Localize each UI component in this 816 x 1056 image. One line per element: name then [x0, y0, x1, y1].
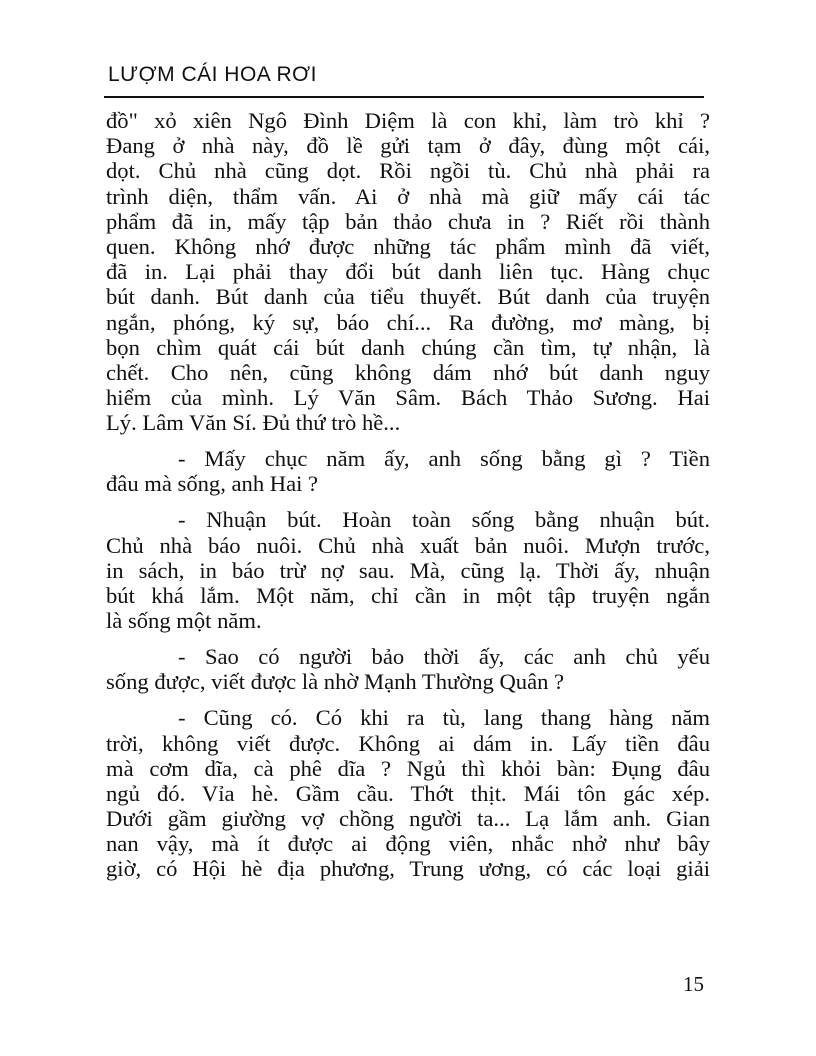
text-line: ngủ đó. Vỉa hè. Gầm cầu. Thớt thịt. Mái tôn gác xép.	[106, 780, 710, 806]
text-line: phẩm đã in, mấy tập bản thảo chưa in ? Riết rồi thành	[106, 208, 710, 234]
text-line: bọn chìm quát cái bút danh chúng cần tìm, tự nhận, là	[106, 334, 710, 360]
text-line: là sống một năm.	[106, 608, 262, 634]
dialogue-paragraph	[106, 705, 710, 881]
text-line: dọt. Chủ nhà cũng dọt. Rồi ngồi tù. Chủ nhà phải ra	[106, 158, 710, 184]
text-line: bút danh. Bút danh của tiểu thuyết. Bút danh của truyện	[106, 284, 710, 310]
text-line: trình diện, thẩm vấn. Ai ở nhà mà giữ mấy cái tác	[106, 183, 710, 209]
text-line: Đang ở nhà này, đồ lề gửi tạm ở đây, đùng một cái,	[106, 133, 710, 159]
body-text	[106, 108, 710, 892]
text-line: mà cơm dĩa, cà phê dĩa ? Ngủ thì khỏi bàn: Đụng đâu	[106, 755, 710, 781]
text-line: chết. Cho nên, cũng không dám nhớ bút danh nguy	[106, 359, 710, 385]
text-line: Lý. Lâm Văn Sí. Đủ thứ trò hề...	[106, 410, 401, 436]
text-line: Chủ nhà báo nuôi. Chủ nhà xuất bản nuôi. Mượn trước,	[106, 532, 710, 558]
text-line: sống được, viết được là nhờ Mạnh Thường Quân ?	[106, 669, 565, 695]
text-line: - Sao có người bảo thời ấy, các anh chủ yếu	[178, 644, 710, 670]
text-line: in sách, in báo trừ nợ sau. Mà, cũng lạ. Thời ấy, nhuận	[106, 557, 710, 583]
text-line: hiểm của mình. Lý Văn Sâm. Bách Thảo Sương. Hai	[106, 385, 710, 411]
text-line: giờ, có Hội hè địa phương, Trung ương, có các loại giải	[106, 856, 710, 882]
text-line: Dưới gầm giường vợ chồng người ta... Lạ lắm anh. Gian	[106, 806, 710, 832]
running-title: LƯỢM CÁI HOA RƠI	[108, 63, 317, 86]
text-line: ngắn, phóng, ký sự, báo chí... Ra đường, mơ màng, bị	[106, 309, 710, 335]
header-rule	[104, 96, 704, 98]
dialogue-paragraph	[106, 446, 710, 496]
text-line: trời, không viết được. Không ai dám in. Lấy tiền đâu	[106, 730, 710, 756]
text-line: đã in. Lại phải thay đổi bút danh liên tục. Hàng chục	[106, 259, 710, 285]
text-line: nan vậy, mà ít được ai động viên, nhắc nhở như bây	[106, 831, 710, 857]
text-line: - Mấy chục năm ấy, anh sống bằng gì ? Tiền	[178, 446, 710, 472]
text-line: đồ" xỏ xiên Ngô Đình Diệm là con khỉ, làm trò khỉ ?	[106, 108, 710, 133]
text-line: đâu mà sống, anh Hai ?	[106, 471, 319, 497]
text-line: bút khá lắm. Một năm, chỉ cần in một tập truyện ngắn	[106, 582, 710, 608]
paragraph	[106, 108, 710, 435]
dialogue-paragraph	[106, 507, 710, 633]
dialogue-paragraph	[106, 644, 710, 694]
text-line: quen. Không nhớ được những tác phẩm mình đã viết,	[106, 233, 710, 259]
text-line: - Cũng có. Có khi ra tù, lang thang hàng năm	[178, 705, 710, 731]
text-line: - Nhuận bút. Hoàn toàn sống bằng nhuận bút.	[178, 507, 710, 533]
page-number: 15	[683, 972, 704, 996]
